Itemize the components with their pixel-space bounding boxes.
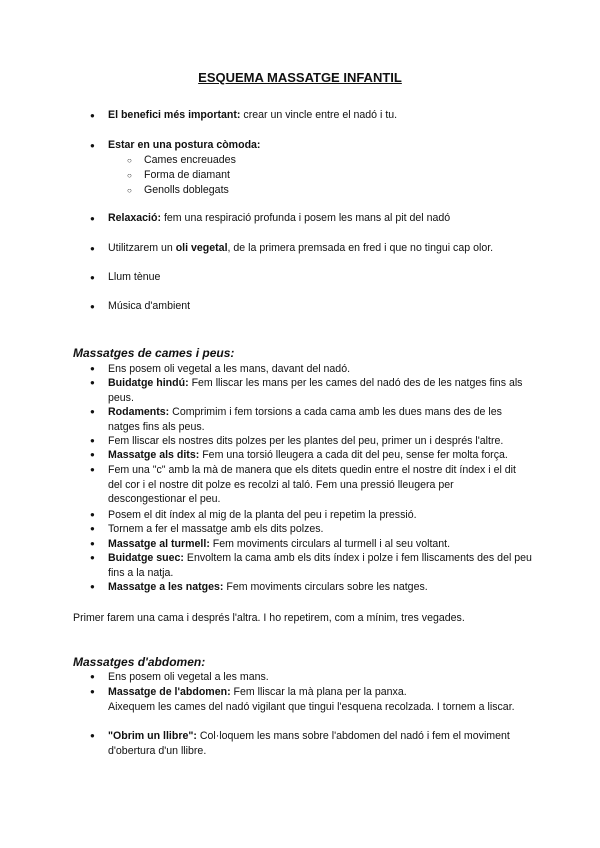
list-item: ● Ens posem oli vegetal a les mans, davant del nadó. — [108, 362, 532, 377]
list-item: ● Massatge als dits: Fem una torsió lleugera a cada dit del peu, sense fer molta força. — [108, 448, 532, 463]
sub-list-item: ○ Forma de diamant — [144, 168, 230, 183]
list-item-continuation: Aixequem les cames del nadó vigilant que tingui l'esquena recolzada. I tornem a liscar. — [108, 700, 515, 713]
list-item: ● Massatge a les natges: Fem moviments circulars sobre les natges. — [108, 580, 532, 595]
section-heading: Massatges d'abdomen: — [73, 655, 206, 669]
list-item: ● Ens posem oli vegetal a les mans. — [108, 670, 532, 685]
list-item: ● Tornem a fer el massatge amb els dits polzes. — [108, 522, 532, 537]
list-item: ● Utilitzarem un oli vegetal, de la primera premsada en fred i que no tingui cap olor. — [108, 241, 538, 256]
sub-list-item: ○ Genolls doblegats — [144, 183, 229, 198]
list-item: ● Buidatge suec: Envoltem la cama amb els dits índex i polze i fem lliscaments des del peu fins a la natja. — [108, 551, 532, 580]
list-item: ● El benefici més important: crear un vincle entre el nadó i tu. — [108, 108, 538, 123]
list-item: ● Relaxació: fem una respiració profunda i posem les mans al pit del nadó — [108, 211, 538, 226]
section-heading: Massatges de cames i peus: — [73, 346, 235, 360]
page-title: ESQUEMA MASSATGE INFANTIL — [198, 70, 402, 85]
list-item: ● Fem lliscar els nostres dits polzes per les plantes del peu, primer un i després l'altre. — [108, 434, 532, 449]
sub-list-item: ○ Cames encreuades — [144, 153, 236, 168]
list-item: ● Massatge de l'abdomen: Fem lliscar la mà plana per la panxa. Aixequem les cames del nadó vigilant que tingui l'esquena recolzada. I tornem a liscar. — [108, 685, 532, 714]
list-item: ● Llum tènue — [108, 270, 538, 285]
list-item: ● Música d'ambient — [108, 299, 538, 314]
list-item: ● Fem una "c" amb la mà de manera que els ditets quedin entre el nostre dit índex i el dit del cor i el nostre dit polze es recolzi al taló. Fem una pressió lleugera per descongestionar el peu. — [108, 463, 532, 507]
list-item: ● Posem el dit índex al mig de la planta del peu i repetim la pressió. — [108, 508, 532, 523]
list-item: ● Buidatge hindú: Fem lliscar les mans per les cames del nadó des de les natges fins als peus. — [108, 376, 532, 405]
note-paragraph: Primer farem una cama i després l'altra. I ho repetirem, com a mínim, tres vegades. — [73, 612, 465, 624]
list-item: ● Rodaments: Comprimim i fem torsions a cada cama amb les dues mans des de les natges fins als peus. — [108, 405, 532, 434]
list-item: ● Massatge al turmell: Fem moviments circulars al turmell i al seu voltant. — [108, 537, 532, 552]
list-item: ● "Obrim un llibre": Col·loquem les mans sobre l'abdomen del nadó i fem el moviment d'obertura d'un llibre. — [108, 729, 532, 758]
list-item: ● Estar en una postura còmoda: — [108, 138, 538, 153]
